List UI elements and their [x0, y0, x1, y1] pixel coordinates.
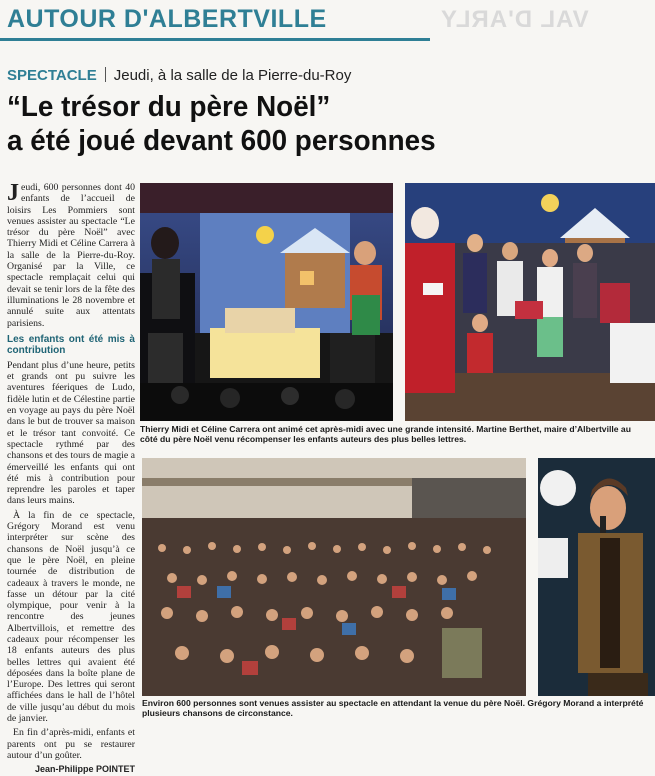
stage-actors-illustration — [140, 183, 393, 421]
audience-illustration — [142, 458, 526, 696]
byline: Jean-Philippe POINTET — [34, 764, 135, 775]
article-paragraph-1: Jeudi, 600 personnes dont 40 enfants de l’accueil de loisirs Les Pommiers sont venues assister au spectacle “Le trésor du père Noël” avec Thierry Midi et Céline Carrera à la salle de la Pierre-du-Roy. Organisé par la Ville, ce spectacle remplaçait celui qui devait se tenir lors de la fête des illuminations le 28 novembre et annulé suite aux attentats parisiens. — [7, 180, 135, 329]
headline — [7, 90, 583, 158]
article-paragraph-4: En fin d’après-midi, enfants et parents ont pu se restaurer autour d’un goûter. — [7, 727, 135, 761]
headline-line-2: a été joué devant 600 personnes — [7, 125, 436, 157]
caption-top: Thierry Midi et Céline Carrera ont animé cet après-midi avec une grande intensité. Martine Berthet, maire d’Albertville au côté du père Noël venu récompenser les enfants auteurs des plus belles lettres. — [140, 424, 631, 444]
article-body — [7, 182, 135, 776]
headline-line-1: “Le trésor du père Noël” — [7, 91, 331, 123]
kicker — [7, 67, 351, 84]
singer-illustration — [538, 458, 655, 696]
article-subhead: Les enfants ont été mis à contribution — [7, 333, 135, 356]
drop-cap: J — [7, 180, 19, 206]
section-header — [0, 0, 655, 44]
kicker-divider — [105, 67, 106, 82]
section-rule — [0, 38, 430, 41]
caption-bottom: Environ 600 personnes sont venues assister au spectacle en attendant la venue du père Noël. Grégory Morand a interprété plusieurs chansons de circonstance. — [142, 698, 644, 718]
photo-santa-children — [405, 183, 655, 421]
bleed-through-text: VAL D'ARLY — [440, 6, 589, 33]
photo-audience — [142, 458, 526, 696]
section-title: AUTOUR D'ALBERTVILLE — [7, 5, 327, 33]
photo-stage-actors — [140, 183, 393, 421]
kicker-label: SPECTACLE — [7, 67, 97, 84]
photo-singer — [538, 458, 655, 696]
article-paragraph-2: Pendant plus d’une heure, petits et grands ont pu suivre les aventures féeriques de Ludo, fidèle lutin et de Célestine partie en voyage au pays du père Noël dans le but de trouver sa maison et le trésor tant convoité. Ce spectacle rythmé par des chansons et des tours de magie a émerveillé les enfants qui ont été mis à contribution pour reprendre les paroles et taper dans leurs mains. — [7, 359, 135, 507]
santa-children-illustration — [405, 183, 655, 421]
article-paragraph-3: À la fin de ce spectacle, Grégory Morand est venu interpréter sur scène des chansons de Noël jusqu’à ce que le père Noël, en pleine tournée de distribution de cadeaux à travers le monde, ne fasse un détour par la cité olympique, pour venir à la rencontre des jeunes Albertvillois, et remettre des cadeaux pour récompenser les 18 enfants auteurs des plus belles lettres qui avaient été déposées dans la boîte plane de l’Europe. Des lettres qui seront affichées dans le hall de l’hôtel de ville jusqu’au début du mois de janvier. — [7, 509, 135, 725]
kicker-text: Jeudi, à la salle de la Pierre-du-Roy — [113, 67, 352, 84]
